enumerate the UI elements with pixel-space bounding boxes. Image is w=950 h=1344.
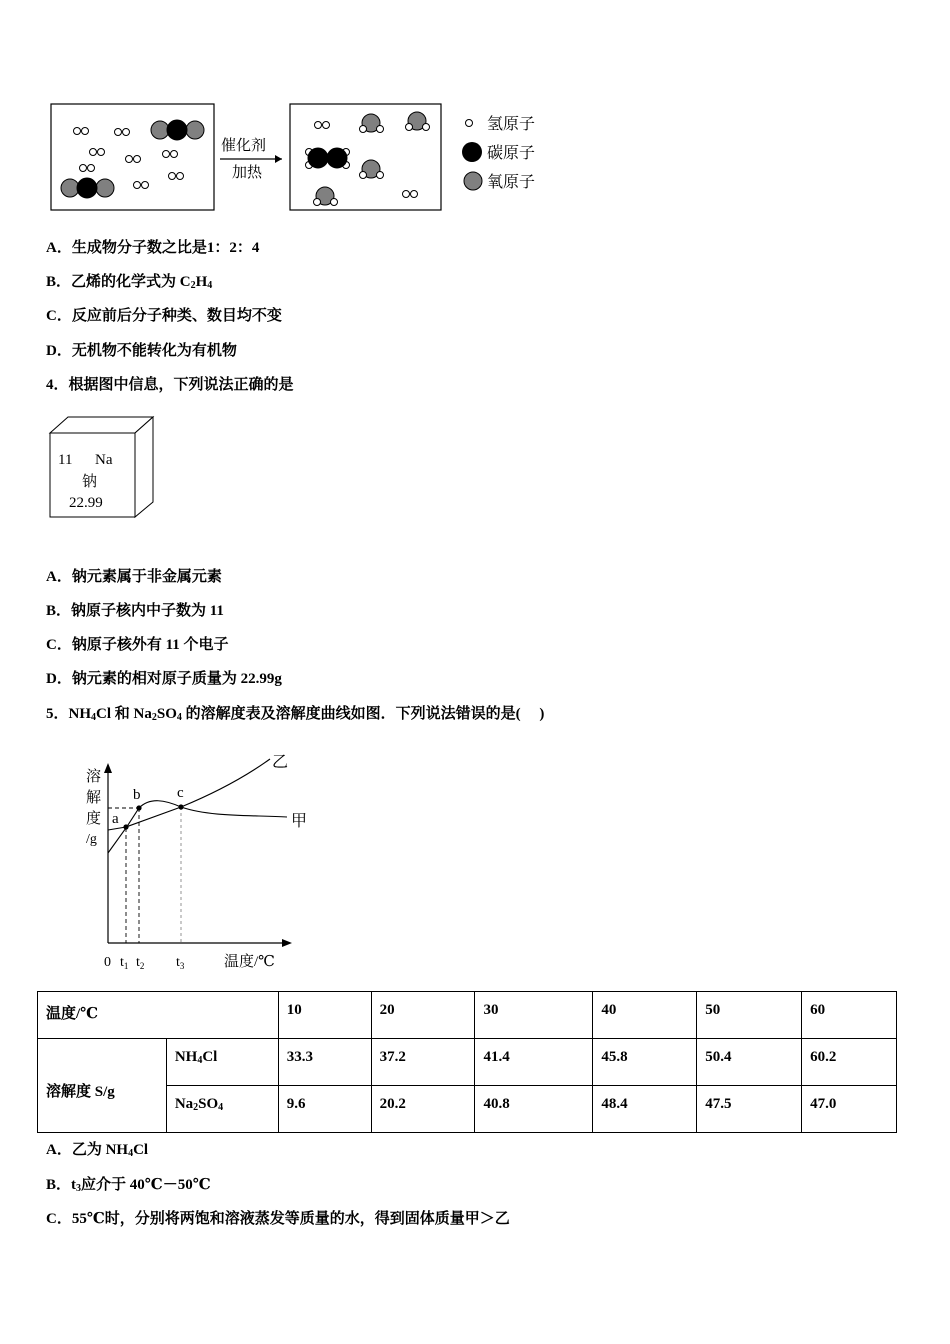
x-axis-label: 温度/℃: [224, 954, 275, 970]
point-a: [123, 824, 128, 829]
tick-t2-sub: 2: [139, 961, 145, 971]
y-label-4: /g: [86, 832, 97, 847]
point-a-label: a: [112, 811, 119, 827]
q3-option-b: [46, 270, 212, 291]
tick-t3-sub: 3: [179, 961, 185, 971]
hydrogen-atom-icon: [466, 120, 473, 127]
curve-jia: [108, 801, 287, 853]
na2so4-base: Na: [174, 1096, 194, 1112]
cell: 33.3: [278, 1039, 371, 1086]
q5-stem-s3: 4: [176, 712, 182, 723]
q5-stem: [46, 702, 544, 723]
reaction-diagram: [0, 95, 560, 220]
curve-jia-label: 甲: [291, 813, 308, 830]
q3-option-b-sub1: 2: [190, 280, 196, 291]
q5-option-c: C．55℃时，分别将两饱和溶液蒸发等质量的水，得到固体质量甲＞乙: [46, 1211, 510, 1227]
cell: 20.2: [371, 1086, 475, 1133]
table-header-row: [38, 992, 897, 1039]
element-symbol: Na: [95, 452, 113, 468]
q5-stem-num: 5．: [46, 706, 69, 722]
tick-t3: [176, 955, 185, 971]
na2so4-sub2: 4: [218, 1102, 224, 1113]
tick-t1-base: t: [120, 955, 124, 970]
point-c: [178, 804, 183, 809]
solubility-graph: [0, 745, 330, 975]
q5-option-b-sub: 3: [76, 1183, 82, 1194]
cell: 45.8: [593, 1039, 697, 1086]
q5-option-a-prefix: A．乙为 NH: [46, 1142, 129, 1158]
q3-option-b-sub2: 4: [207, 280, 213, 291]
carbon-atom-icon: [462, 142, 482, 162]
header-temp-label: 温度/℃: [38, 992, 279, 1039]
q5-option-a: [46, 1138, 148, 1159]
ethylene-molecule: [306, 148, 350, 169]
sodium-element-card: [45, 413, 160, 523]
q4-stem: 4．根据图中信息，下列说法正确的是: [46, 377, 294, 393]
cell: 47.5: [697, 1086, 802, 1133]
point-b: [136, 805, 141, 810]
legend-oxygen: 氧原子: [487, 174, 536, 191]
arrow-bottom-label: 加热: [232, 165, 263, 181]
legend-carbon: 碳原子: [487, 145, 536, 162]
solubility-table: [37, 991, 897, 1133]
q5-stem-p4: 的溶解度表及溶解度曲线如图．下列说法错误的是( ): [181, 706, 545, 722]
nh4cl-rest: Cl: [202, 1049, 218, 1065]
arrow-top-label: 催化剂: [221, 138, 267, 154]
tick-t1-sub: 1: [123, 961, 129, 971]
q4-option-a: A．钠元素属于非金属元素: [46, 569, 222, 585]
cell: 47.0: [802, 1086, 897, 1133]
q4-option-c: C．钠原子核外有 11 个电子: [46, 637, 229, 653]
q5-option-b: [46, 1173, 211, 1194]
header-temp-30: 30: [475, 992, 593, 1039]
oxygen-atom-icon: [464, 172, 482, 190]
y-axis-arrow-icon: [104, 763, 112, 773]
point-b-label: b: [133, 787, 141, 803]
tick-t2: [136, 955, 144, 971]
header-temp-20: 20: [371, 992, 475, 1039]
header-temp-40: 40: [593, 992, 697, 1039]
q4-option-b: B．钠原子核内中子数为 11: [46, 603, 224, 619]
q5-stem-p3: SO: [156, 706, 177, 722]
x-axis-arrow-icon: [282, 939, 292, 947]
table-row: [38, 1039, 897, 1086]
element-name: 钠: [82, 474, 98, 490]
q5-stem-p2: Cl 和 Na: [96, 706, 152, 722]
q5-stem-s1: 4: [91, 712, 97, 723]
header-temp-10: 10: [278, 992, 371, 1039]
q3-option-a: A．生成物分子数之比是1：2：4: [46, 240, 260, 256]
cell: 48.4: [593, 1086, 697, 1133]
tick-t2-base: t: [136, 955, 140, 970]
q3-option-c: C．反应前后分子种类、数目均不变: [46, 308, 282, 324]
y-label-1: 溶: [86, 769, 102, 785]
cell: 41.4: [475, 1039, 593, 1086]
table-row: [38, 1086, 897, 1133]
q3-option-b-text: B．乙烯的化学式为 C: [46, 274, 191, 290]
cell: 9.6: [278, 1086, 371, 1133]
group-label: 溶解度 S/g: [38, 1039, 167, 1133]
origin-label: 0: [104, 955, 111, 970]
header-temp-50: 50: [697, 992, 802, 1039]
nh4cl-base: NH: [174, 1049, 198, 1065]
q5-option-a-suffix: Cl: [133, 1142, 149, 1158]
q5-option-a-sub: 4: [128, 1148, 134, 1159]
legend-hydrogen: 氢原子: [487, 116, 536, 133]
tick-t1: [120, 955, 128, 971]
element-number: 11: [58, 452, 73, 468]
q5-stem-p1: NH: [68, 706, 92, 722]
q3-option-d: D．无机物不能转化为有机物: [46, 343, 237, 359]
q5-stem-s2: 2: [151, 712, 157, 723]
cell: 60.2: [802, 1039, 897, 1086]
q3-option-b-mid: H: [195, 274, 208, 290]
row-name-nh4cl: [166, 1039, 278, 1086]
na2so4-sub1: 2: [193, 1102, 199, 1113]
nh4cl-sub: 4: [197, 1055, 203, 1066]
header-temp-60: 60: [802, 992, 897, 1039]
q4-option-d: D．钠元素的相对原子质量为 22.99g: [46, 671, 282, 687]
y-label-2: 解: [86, 790, 102, 806]
element-mass: 22.99: [69, 495, 103, 511]
q5-option-b-prefix: B．t: [46, 1177, 77, 1193]
row-name-na2so4: [166, 1086, 278, 1133]
q5-option-b-suffix: 应介于 40℃－50℃: [81, 1177, 211, 1193]
cell: 40.8: [475, 1086, 593, 1133]
arrow-head-icon: [275, 155, 282, 163]
dashed-guides: [108, 808, 139, 943]
cell: 37.2: [371, 1039, 475, 1086]
na2so4-rest: SO: [198, 1096, 219, 1112]
y-label-3: 度: [86, 811, 102, 827]
cell: 50.4: [697, 1039, 802, 1086]
point-c-label: c: [177, 785, 184, 801]
curve-yi-label: 乙: [272, 754, 289, 771]
tick-t3-base: t: [176, 955, 180, 970]
